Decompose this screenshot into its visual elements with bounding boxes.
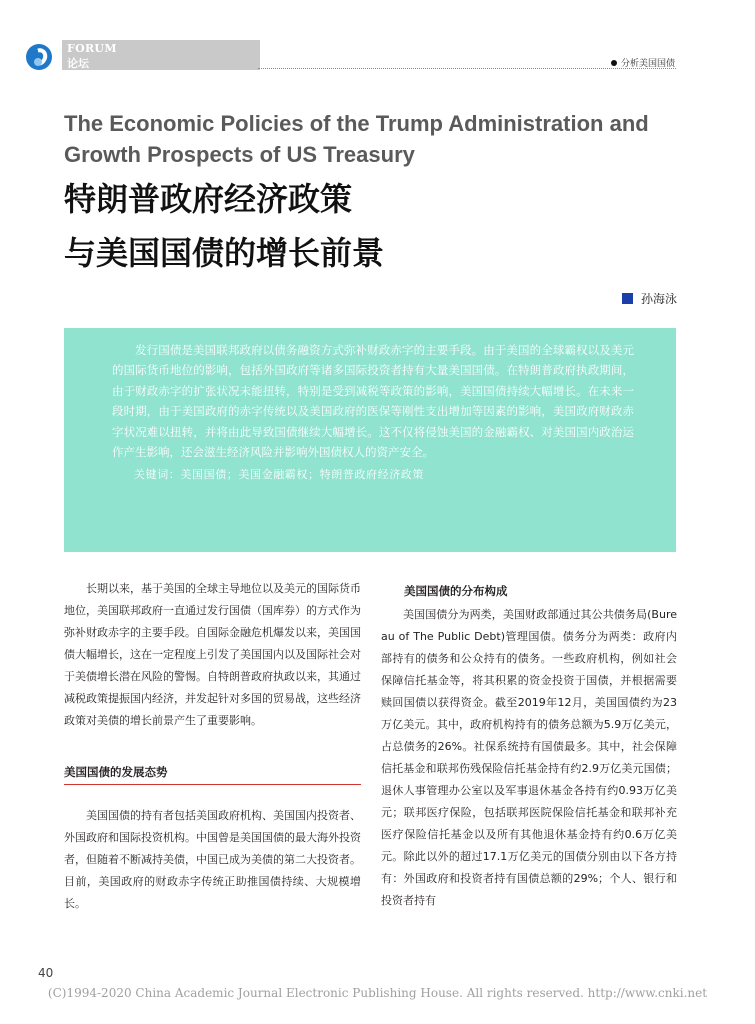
title-chinese-line-1: 特朗普政府经济政策 <box>64 180 353 218</box>
abstract-text: 发行国债是美国联邦政府以债务融资方式弥补财政赤字的主要手段。由于美国的全球霸权以及美元的国际货币地位的影响，包括外国政府等诸多国际投资者持有大量美国国债。在特朗普政府执政期间，由于财政赤字的扩张状况未能扭转，特别是受到减税等政策的影响，美国国债持续大幅增长。在未来一段时期，由于美国政府的赤字传统以及美国政府的医保等刚性支出增加等因素的影响，美国政府财政赤字状况难以扭转，并将由此导致国债继续大幅增长。这不仅将侵蚀美国的金融霸权、对美国国内政治运作产生影响，还会滋生经济风险并影响外国债权人的资产安全。 <box>112 343 634 460</box>
forum-label-en: FORUM <box>67 42 117 55</box>
page-number: 40 <box>38 966 54 980</box>
forum-header-band <box>62 40 260 70</box>
logo-dot <box>34 58 42 66</box>
section-heading-distribution: 美国国债的分布构成 <box>404 584 508 598</box>
title-english: The Economic Policies of the Trump Administration and Growth Prospects of US Treasury <box>64 111 649 167</box>
abstract-keywords: 关键词：美国国债；美国金融霸权；特朗普政府经济政策 <box>134 468 424 482</box>
section-tag-label: 分析美国国债 <box>620 59 675 69</box>
title-chinese <box>64 172 704 280</box>
distribution-paragraph: 美国国债分为两类，美国财政部通过其公共债务局(Bureau of The Public Debt)管理国债。债务分为两类：政府内部持有的债务和公众持有的债务。一些政府机构，例如社会保障信托基金等，将其积累的资金投资于国债，并根据需要赎回国债以获得资金。截至2019年12月，美国国债约为23万亿美元。其中，政府机构持有的债务总额为5.9万亿美元，占总债务的26%。社保系统持有国债最多。其中，社会保障信托基金和联邦伤残保险信托基金持有约2.9万亿美元国债；退休人事管理办公室以及军事退休基金各持有约0.93万亿美元；联邦医疗保险，包括联邦医院保险信托基金和联邦补充医疗保险信托基金以及所有其他退休基金持有约0.6万亿美元。除此以外的超过17.1万亿美元的国债分别由以下各方持有：外国政府和投资者持有国债总额的29%；个人、银行和投资者持有 <box>381 608 677 907</box>
section-heading-development: 美国国债的发展态势 <box>64 762 361 785</box>
copyright-footer: (C)1994-2020 China Academic Journal Electronic Publishing House. All rights reserved. http://www.cnki.net <box>47 986 708 1000</box>
intro-paragraph: 长期以来，基于美国的全球主导地位以及美元的国际货币地位，美国联邦政府一直通过发行国债（国库券）的方式作为弥补财政赤字的主要手段。自国际金融危机爆发以来，美国国债大幅增长，这在一定程度上引发了美国国内以及国际社会对于美债增长潜在风险的警惕。自特朗普政府执政以来，其通过减税政策提振国内经济，并发起针对多国的贸易战，这些经济政策对美债的增长前景产生了重要影响。 <box>64 582 361 727</box>
author-block <box>622 290 677 307</box>
right-column <box>381 578 677 912</box>
section-tag <box>611 56 675 69</box>
development-paragraph: 美国国债的持有者包括美国政府机构、美国国内投资者、外国政府和国际投资机构。中国曾是美国国债的最大海外投资者，但随着不断减持美债，中国已成为美债的第二大投资者。目前，美国政府的财政赤字传统正助推国债持续、大规模增长。 <box>64 809 361 910</box>
forum-label-cn: 论坛 <box>67 57 89 70</box>
author-name: 孙海泳 <box>640 292 677 306</box>
title-chinese-line-2: 与美国国债的增长前景 <box>64 234 385 272</box>
author-marker-icon <box>622 293 633 304</box>
journal-logo-icon <box>26 44 52 70</box>
abstract-box <box>64 328 676 552</box>
heading-spacer <box>64 785 361 805</box>
bullet-icon <box>611 60 617 66</box>
left-column <box>64 578 361 915</box>
